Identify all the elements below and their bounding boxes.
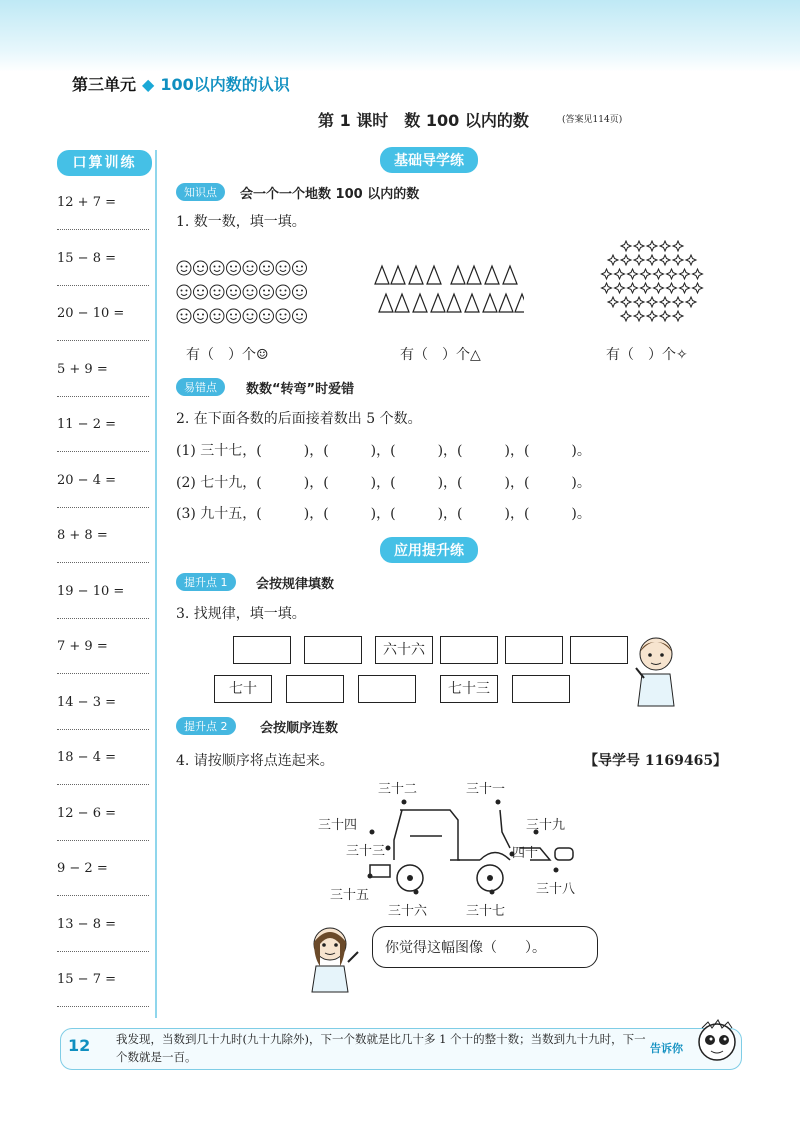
mental-math-item: 20 − 4 = [57,472,116,488]
answer-line[interactable] [57,396,149,397]
answer-line[interactable] [57,229,149,230]
guide-number: 【导学号 1169465】 [584,753,728,769]
triangle-icon [391,266,405,284]
dot-label-39: 三十九 [526,818,566,833]
star-icon [680,283,690,293]
top-decor-band [0,0,800,72]
star-icon [680,269,690,279]
pattern-box[interactable] [286,675,344,703]
q2-row-3: (3) 九十五，( )，( )，( )，( )，( )。 [176,506,591,522]
star-icon [693,269,703,279]
smiley-icon [210,261,224,275]
smiley-icon [276,285,290,299]
pattern-box[interactable] [440,636,498,664]
star-icon [628,269,638,279]
q1-answer-star: 有（ ）个✧ [606,347,688,363]
star-icon [673,311,683,321]
star-icon [621,311,631,321]
smiley-icon [177,261,191,275]
q3-prompt: 3. 找规律，填一填。 [176,606,306,622]
smiley-icon [210,285,224,299]
triangle-icon [379,294,393,312]
star-icon [673,297,683,307]
star-icon [621,297,631,307]
mental-math-item: 5 + 9 = [57,361,108,377]
improve1-tag: 提升点 1 [176,573,236,591]
dot-label-31: 三十一 [466,782,506,797]
star-icon [667,283,677,293]
star-icon [641,269,651,279]
star-icon [673,241,683,251]
smiley-icon [260,261,274,275]
star-icon [634,255,644,265]
star-icon [634,311,644,321]
star-icon [654,283,664,293]
triangle-icon [515,294,524,312]
smiley-icon [243,309,257,323]
smiley-icon [177,285,191,299]
dot-label-32: 三十二 [378,782,418,797]
improve2-text: 会按顺序连数 [260,721,339,736]
answer-line[interactable] [57,340,149,341]
triangle-icon [447,294,461,312]
speech-bubble: 你觉得这幅图像（ ）。 [372,926,598,968]
mental-math-item: 19 − 10 = [57,583,125,599]
star-icon [602,283,612,293]
dot-label-40: 四十 [512,846,539,861]
answer-line[interactable] [57,562,149,563]
triangle-group [374,260,524,320]
section-banner-basic: 基础导学练 [380,147,478,173]
star-icon [667,269,677,279]
diamond-icon: ◆ [142,75,155,94]
star-icon [621,255,631,265]
pattern-box[interactable] [570,636,628,664]
star-icon [634,241,644,251]
footer-tip: 我发现，当数到几十九时(九十九除外)，下一个数就是比几十多 1 个十的整十数；当数到九十九时，下一个数就是一百。 [116,1032,646,1064]
star-icon [647,311,657,321]
section-banner-applied: 应用提升练 [380,537,478,563]
answer-line[interactable] [57,951,149,952]
smiley-icon [293,309,307,323]
mental-math-item: 18 − 4 = [57,750,116,765]
star-icon [602,269,612,279]
page-number: 12 [68,1036,91,1055]
smiley-icon [293,285,307,299]
triangle-icon [409,266,423,284]
q2-row-2: (2) 七十九，( )，( )，( )，( )，( )。 [176,475,591,491]
smiley-icon [227,261,241,275]
star-icon [686,255,696,265]
mental-math-item: 15 − 8 = [57,250,116,266]
smiley-icon [194,285,208,299]
smiley-icon [243,261,257,275]
girl-illustration [628,634,684,708]
star-icon [660,241,670,251]
smiley-icon [177,309,191,323]
smiley-icon [194,309,208,323]
pattern-box[interactable] [512,675,570,703]
mental-math-item: 20 − 10 = [57,306,125,321]
mental-math-item: 15 − 7 = [57,972,116,987]
sidebar-title: 口算训练 [57,150,152,176]
answer-line[interactable] [57,729,149,730]
triangle-icon [431,294,445,312]
dot-label-38: 三十八 [536,882,576,897]
star-icon [621,241,631,251]
star-icon [673,255,683,265]
dot-label-36: 三十六 [388,904,428,919]
star-icon [693,283,703,293]
knowledge-tag: 知识点 [176,183,225,201]
q1-answer-triangle: 有（ ）个△ [400,347,481,363]
answer-line[interactable] [57,507,149,508]
q4-prompt: 4. 请按顺序将点连起来。 [176,753,334,769]
q2-prompt: 2. 在下面各数的后面接着数出 5 个数。 [176,411,422,427]
mental-math-item: 12 + 7 = [57,195,116,210]
pattern-box: 七十 [214,675,272,703]
pattern-box: 七十三 [440,675,498,703]
answer-line[interactable] [57,451,149,452]
triangle-icon [451,266,465,284]
triangle-icon [499,294,513,312]
star-icon [628,283,638,293]
error-text: 数数“转弯”时爱错 [246,382,355,397]
improve2-tag: 提升点 2 [176,717,236,735]
answer-line[interactable] [57,673,149,674]
triangle-icon [503,266,517,284]
q1-prompt: 1. 数一数，填一填。 [176,214,306,230]
star-icon [660,255,670,265]
improve1-text: 会按规律填数 [256,577,335,592]
smiley-icon [260,285,274,299]
star-icon [647,297,657,307]
smiley-icon [194,261,208,275]
star-icon [641,283,651,293]
smiley-icon [243,285,257,299]
dot-label-33: 三十三 [346,844,386,859]
dot-label-35: 三十五 [330,888,370,903]
dot-label-34: 三十四 [318,818,358,833]
triangle-icon [375,266,389,284]
triangle-icon [427,266,441,284]
star-icon [615,269,625,279]
pattern-box[interactable] [304,636,362,664]
q1-answer-smiley: 有（ ）个☺ [186,347,269,363]
error-tag: 易错点 [176,378,225,396]
star-icon [634,297,644,307]
unit-topic: 100以内数的认识 [160,75,290,94]
star-icon [686,297,696,307]
star-icon [608,297,618,307]
smiley-icon [210,309,224,323]
triangle-icon [413,294,427,312]
answer-note: (答案见114页) [562,115,623,125]
dot-label-37: 三十七 [466,904,506,919]
star-icon [608,255,618,265]
star-icon [660,311,670,321]
star-icon [615,283,625,293]
mental-math-item: 8 + 8 = [57,528,108,543]
smiley-icon [293,261,307,275]
lesson-title: 第 1 课时 数 100 以内的数 [318,111,529,130]
smiley-icon [276,261,290,275]
answer-line[interactable] [57,1006,149,1007]
mental-math-item: 11 − 2 = [57,417,116,432]
mental-math-item: 7 + 9 = [57,639,108,654]
answer-line[interactable] [57,618,149,619]
tell-you-label: 告诉你 [650,1042,683,1055]
pattern-box[interactable] [358,675,416,703]
star-icon [647,241,657,251]
answer-line[interactable] [57,895,149,896]
star-cluster [596,240,708,324]
star-icon [654,269,664,279]
smiley-icon [260,309,274,323]
pattern-box[interactable] [505,636,563,664]
mental-math-item: 13 − 8 = [57,916,116,932]
triangle-icon [465,294,479,312]
smiley-grid [176,258,316,326]
smiley-icon [227,309,241,323]
triangle-icon [395,294,409,312]
mascot-icon [692,1018,742,1070]
triangle-icon [467,266,481,284]
triangle-icon [483,294,497,312]
answer-line[interactable] [57,285,149,286]
mental-math-item: 12 − 6 = [57,805,116,821]
unit-label: 第三单元 [72,75,137,94]
star-icon [647,255,657,265]
answer-line[interactable] [57,784,149,785]
star-icon [660,297,670,307]
triangle-icon [485,266,499,284]
mental-math-item: 14 − 3 = [57,694,116,710]
smiley-icon [227,285,241,299]
pattern-box[interactable] [233,636,291,664]
unit-header [72,72,290,95]
q2-row-1: (1) 三十七，( )，( )，( )，( )，( )。 [176,443,591,459]
answer-line[interactable] [57,840,149,841]
girl-waving-illustration [300,922,364,994]
knowledge-text: 会一个一个地数 100 以内的数 [240,187,420,202]
mental-math-item: 9 − 2 = [57,861,108,876]
pattern-box: 六十六 [375,636,433,664]
smiley-icon [276,309,290,323]
